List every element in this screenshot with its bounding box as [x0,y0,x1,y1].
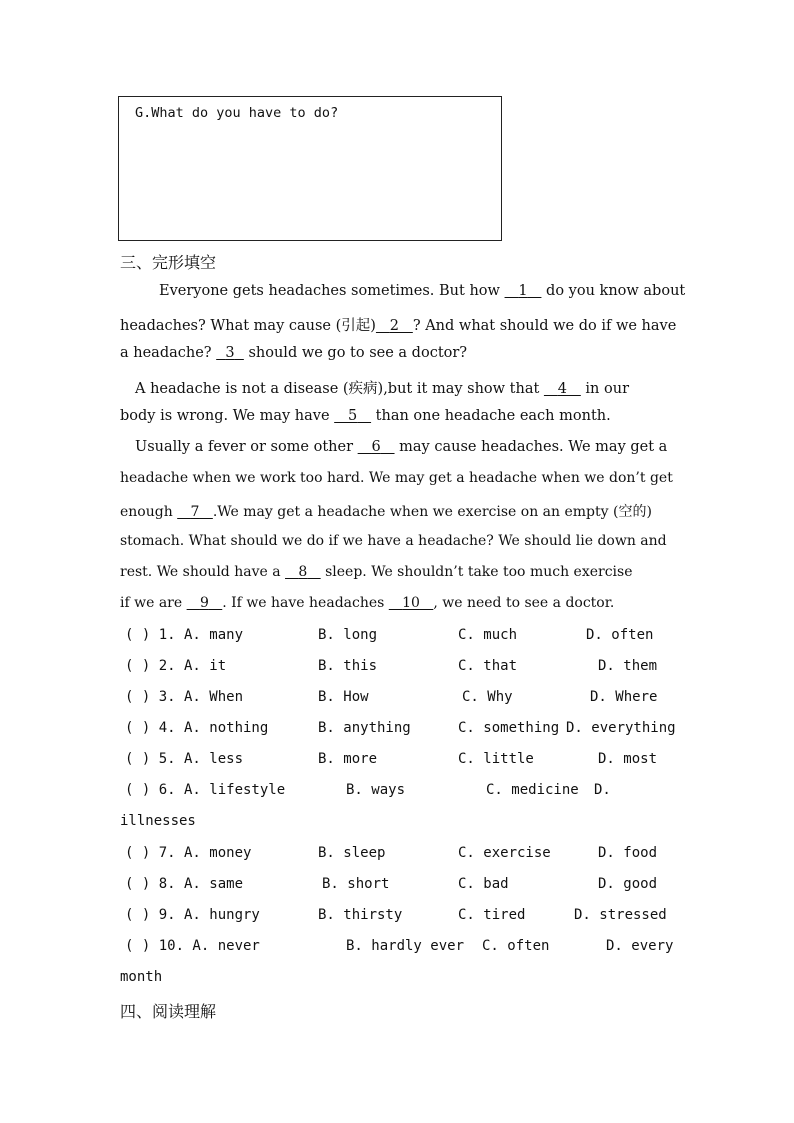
question-3-option-b: B. How [318,689,369,705]
blank-2: 2 [389,318,399,334]
question-8-option-b: B. short [322,876,390,892]
question-3-option-c: C. Why [462,689,513,705]
question-5-option-c: C. little [458,751,534,767]
question-2-option-d: D. them [598,658,658,674]
question-5-number-a: ( ) 5. A. less [125,751,244,767]
question-1-option-c: C. much [458,627,518,643]
passage-line-4: A headache is not a disease (疾病),but it may show that 4 in our [135,381,630,397]
question-9-option-b: B. thirsty [318,907,403,923]
question-2-number-a: ( ) 2. A. it [125,658,227,674]
passage-line-5: body is wrong. We may have 5 than one headache each month. [120,408,611,424]
passage-line-7: headache when we work too hard. We may get a headache when we don’t get [120,470,673,486]
question-10-option-c: C. often [482,938,550,954]
blank-4: 4 [557,381,567,397]
question-2-option-c: C. that [458,658,518,674]
question-5-option-b: B. more [318,751,378,767]
passage-line-3: a headache? 3 should we go to see a doctor? [120,345,468,361]
question-7-number-a: ( ) 7. A. money [125,845,252,861]
answer-box [118,96,502,241]
question-9-number-a: ( ) 9. A. hungry [125,907,260,923]
section-4-title: 四、阅读理解 [120,1002,217,1021]
question-9-option-c: C. tired [458,907,526,923]
blank-6: 6 [371,439,381,455]
question-3-number-a: ( ) 3. A. When [125,689,244,705]
question-5-option-d: D. most [598,751,658,767]
question-10-option-d-wrap: month [120,969,163,985]
question-4-option-b: B. anything [318,720,411,736]
passage-line-6: Usually a fever or some other 6 may cause headaches. We may get a [135,439,668,455]
question-10-option-b: B. hardly ever [346,938,465,954]
question-6-option-b: B. ways [346,782,406,798]
passage-line-11: if we are 9 . If we have headaches 10 , we need to see a doctor. [120,595,615,611]
passage-line-9: stomach. What should we do if we have a headache? We should lie down and [120,533,667,549]
question-7-option-c: C. exercise [458,845,551,861]
question-3-option-d: D. Where [590,689,658,705]
blank-5: 5 [348,408,358,424]
question-4-option-c: C. something [458,720,560,736]
passage-line-2: headaches? What may cause (引起) 2 ? And what should we do if we have [120,318,677,334]
passage-line-8: enough 7 .We may get a headache when we exercise on an empty (空的) [120,504,652,520]
question-7-option-b: B. sleep [318,845,386,861]
question-10-number-a: ( ) 10. A. never [125,938,260,954]
blank-8: 8 [298,564,308,580]
question-4-option-d: D. everything [566,720,676,736]
question-4-number-a: ( ) 4. A. nothing [125,720,269,736]
question-9-option-d: D. stressed [574,907,667,923]
question-10-option-d: D. every [606,938,674,954]
question-2-option-b: B. this [318,658,378,674]
question-1-option-d: D. often [586,627,654,643]
question-6-option-c: C. medicine [486,782,579,798]
blank-3: 3 [225,345,235,361]
question-8-option-c: C. bad [458,876,509,892]
question-6-number-a: ( ) 6. A. lifestyle [125,782,286,798]
box-question: G.What do you have to do? [135,105,339,121]
question-6-option-d-wrap: illnesses [120,813,196,829]
question-1-number-a: ( ) 1. A. many [125,627,244,643]
blank-1: 1 [518,283,528,299]
question-8-option-d: D. good [598,876,658,892]
blank-7: 7 [190,504,200,520]
section-3-title: 三、完形填空 [120,253,217,272]
blank-10: 10 [402,595,420,611]
question-8-number-a: ( ) 8. A. same [125,876,244,892]
question-7-option-d: D. food [598,845,658,861]
question-1-option-b: B. long [318,627,378,643]
passage-line-1: Everyone gets headaches sometimes. But how 1 do you know about [159,283,686,299]
question-6-option-d: D. [594,782,611,798]
passage-line-10: rest. We should have a 8 sleep. We shouldn’t take too much exercise [120,564,633,580]
blank-9: 9 [199,595,209,611]
